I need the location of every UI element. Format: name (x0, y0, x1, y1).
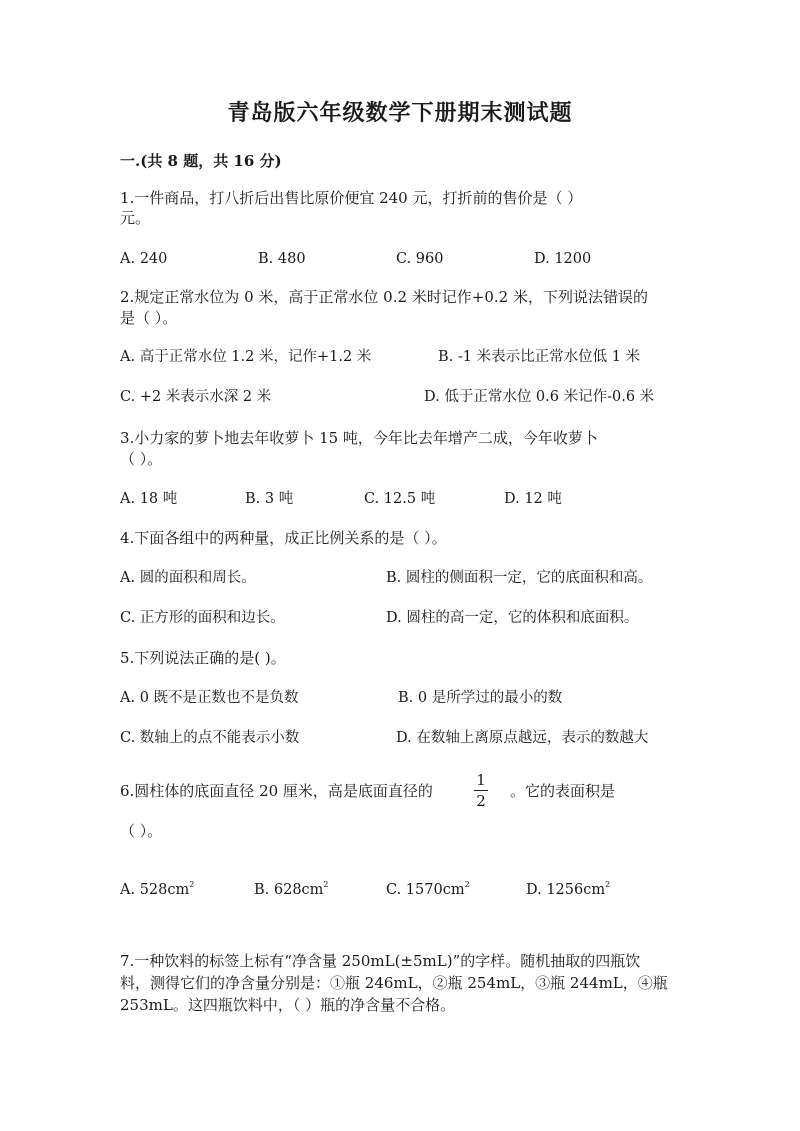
question-1-option-c: C. 960 (396, 251, 444, 267)
question-2-option-b: B. -1 米表示比正常水位低 1 米 (438, 349, 641, 365)
question-6-option-d: D. $1256cm^2$ (526, 880, 611, 898)
question-4-option-d: D. 圆柱的高一定，它的体积和底面积。 (386, 610, 639, 626)
question-6-option-c: C. $1570cm^2$ (386, 880, 470, 898)
page-title: 青岛版六年级数学下册期末测试题 (227, 100, 573, 126)
question-2-option-c: C. +2 米表示水深 2 米 (120, 389, 272, 405)
question-5-option-b: B. 0 是所学过的最小的数 (398, 690, 563, 706)
question-4-option-c: C. 正方形的面积和边长。 (120, 610, 285, 626)
question-2-option-d: D. 低于正常水位 0.6 米记作-0.6 米 (424, 389, 655, 405)
question-5-option-a: A. 0 既不是正数也不是负数 (120, 690, 299, 706)
question-3-text-cont: （ ）。 (120, 450, 163, 468)
question-1-option-d: D. 1200 (534, 251, 592, 267)
fraction-one-half (474, 772, 488, 809)
fraction-denominator: 2 (476, 792, 486, 810)
question-6-option-b: B. $628cm^2$ (254, 880, 329, 898)
question-2-option-a: A. 高于正常水位 1.2 米，记作+1.2 米 (120, 349, 372, 365)
question-7-text: 7.一种饮料的标签上标有“净含量 250mL(±5mL)”的字样。随机抽取的四瓶饮 (120, 952, 641, 970)
question-1-text-cont: 元。 (120, 209, 151, 227)
question-5-option-d: D. 在数轴上离原点越远，表示的数越大 (396, 730, 649, 746)
question-3-option-b: B. 3 吨 (245, 491, 294, 507)
section-heading: 一.(共 8 题，共 16 分) (120, 152, 282, 170)
question-3-option-c: C. 12.5 吨 (364, 491, 436, 507)
question-5-text: 5.下列说法正确的是( )。 (120, 649, 286, 667)
question-7-text-cont: 料，测得它们的净含量分别是：①瓶 246mL，②瓶 254mL，③瓶 244mL，④瓶 (120, 974, 668, 992)
question-1-option-b: B. 480 (258, 251, 306, 267)
question-6-text: 6.圆柱体的底面直径 20 厘米，高是底面直径的 (120, 782, 433, 800)
question-6-text-end: 。它的表面积是 (510, 782, 616, 800)
question-7-text-cont-2: 253mL。这四瓶饮料中，（ ）瓶的净含量不合格。 (120, 996, 456, 1014)
question-4-text: 4.下面各组中的两种量，成正比例关系的是（ ）。 (120, 529, 447, 547)
question-3-option-d: D. 12 吨 (504, 491, 562, 507)
question-4-option-b: B. 圆柱的侧面积一定，它的底面积和高。 (386, 570, 653, 586)
question-6-option-a: A. $528cm^2$ (120, 880, 195, 898)
question-5-option-c: C. 数轴上的点不能表示小数 (120, 730, 300, 746)
question-3-option-a: A. 18 吨 (120, 491, 178, 507)
question-3-text: 3.小力家的萝卜地去年收萝卜 15 吨，今年比去年增产二成，今年收萝卜 (120, 429, 598, 447)
fraction-bar (474, 790, 488, 791)
question-4-option-a: A. 圆的面积和周长。 (120, 570, 256, 586)
question-2-text: 2.规定正常水位为 0 米，高于正常水位 0.2 米时记作+0.2 米，下列说法错误的 (120, 288, 648, 306)
fraction-numerator: 1 (476, 771, 486, 789)
question-1-text: 1.一件商品，打八折后出售比原价便宜 240 元，打折前的售价是（ ） (120, 189, 583, 207)
question-2-text-cont: 是（ ）。 (120, 309, 178, 327)
question-6-text-cont: （ ）。 (120, 822, 163, 840)
question-1-option-a: A. 240 (120, 251, 168, 267)
